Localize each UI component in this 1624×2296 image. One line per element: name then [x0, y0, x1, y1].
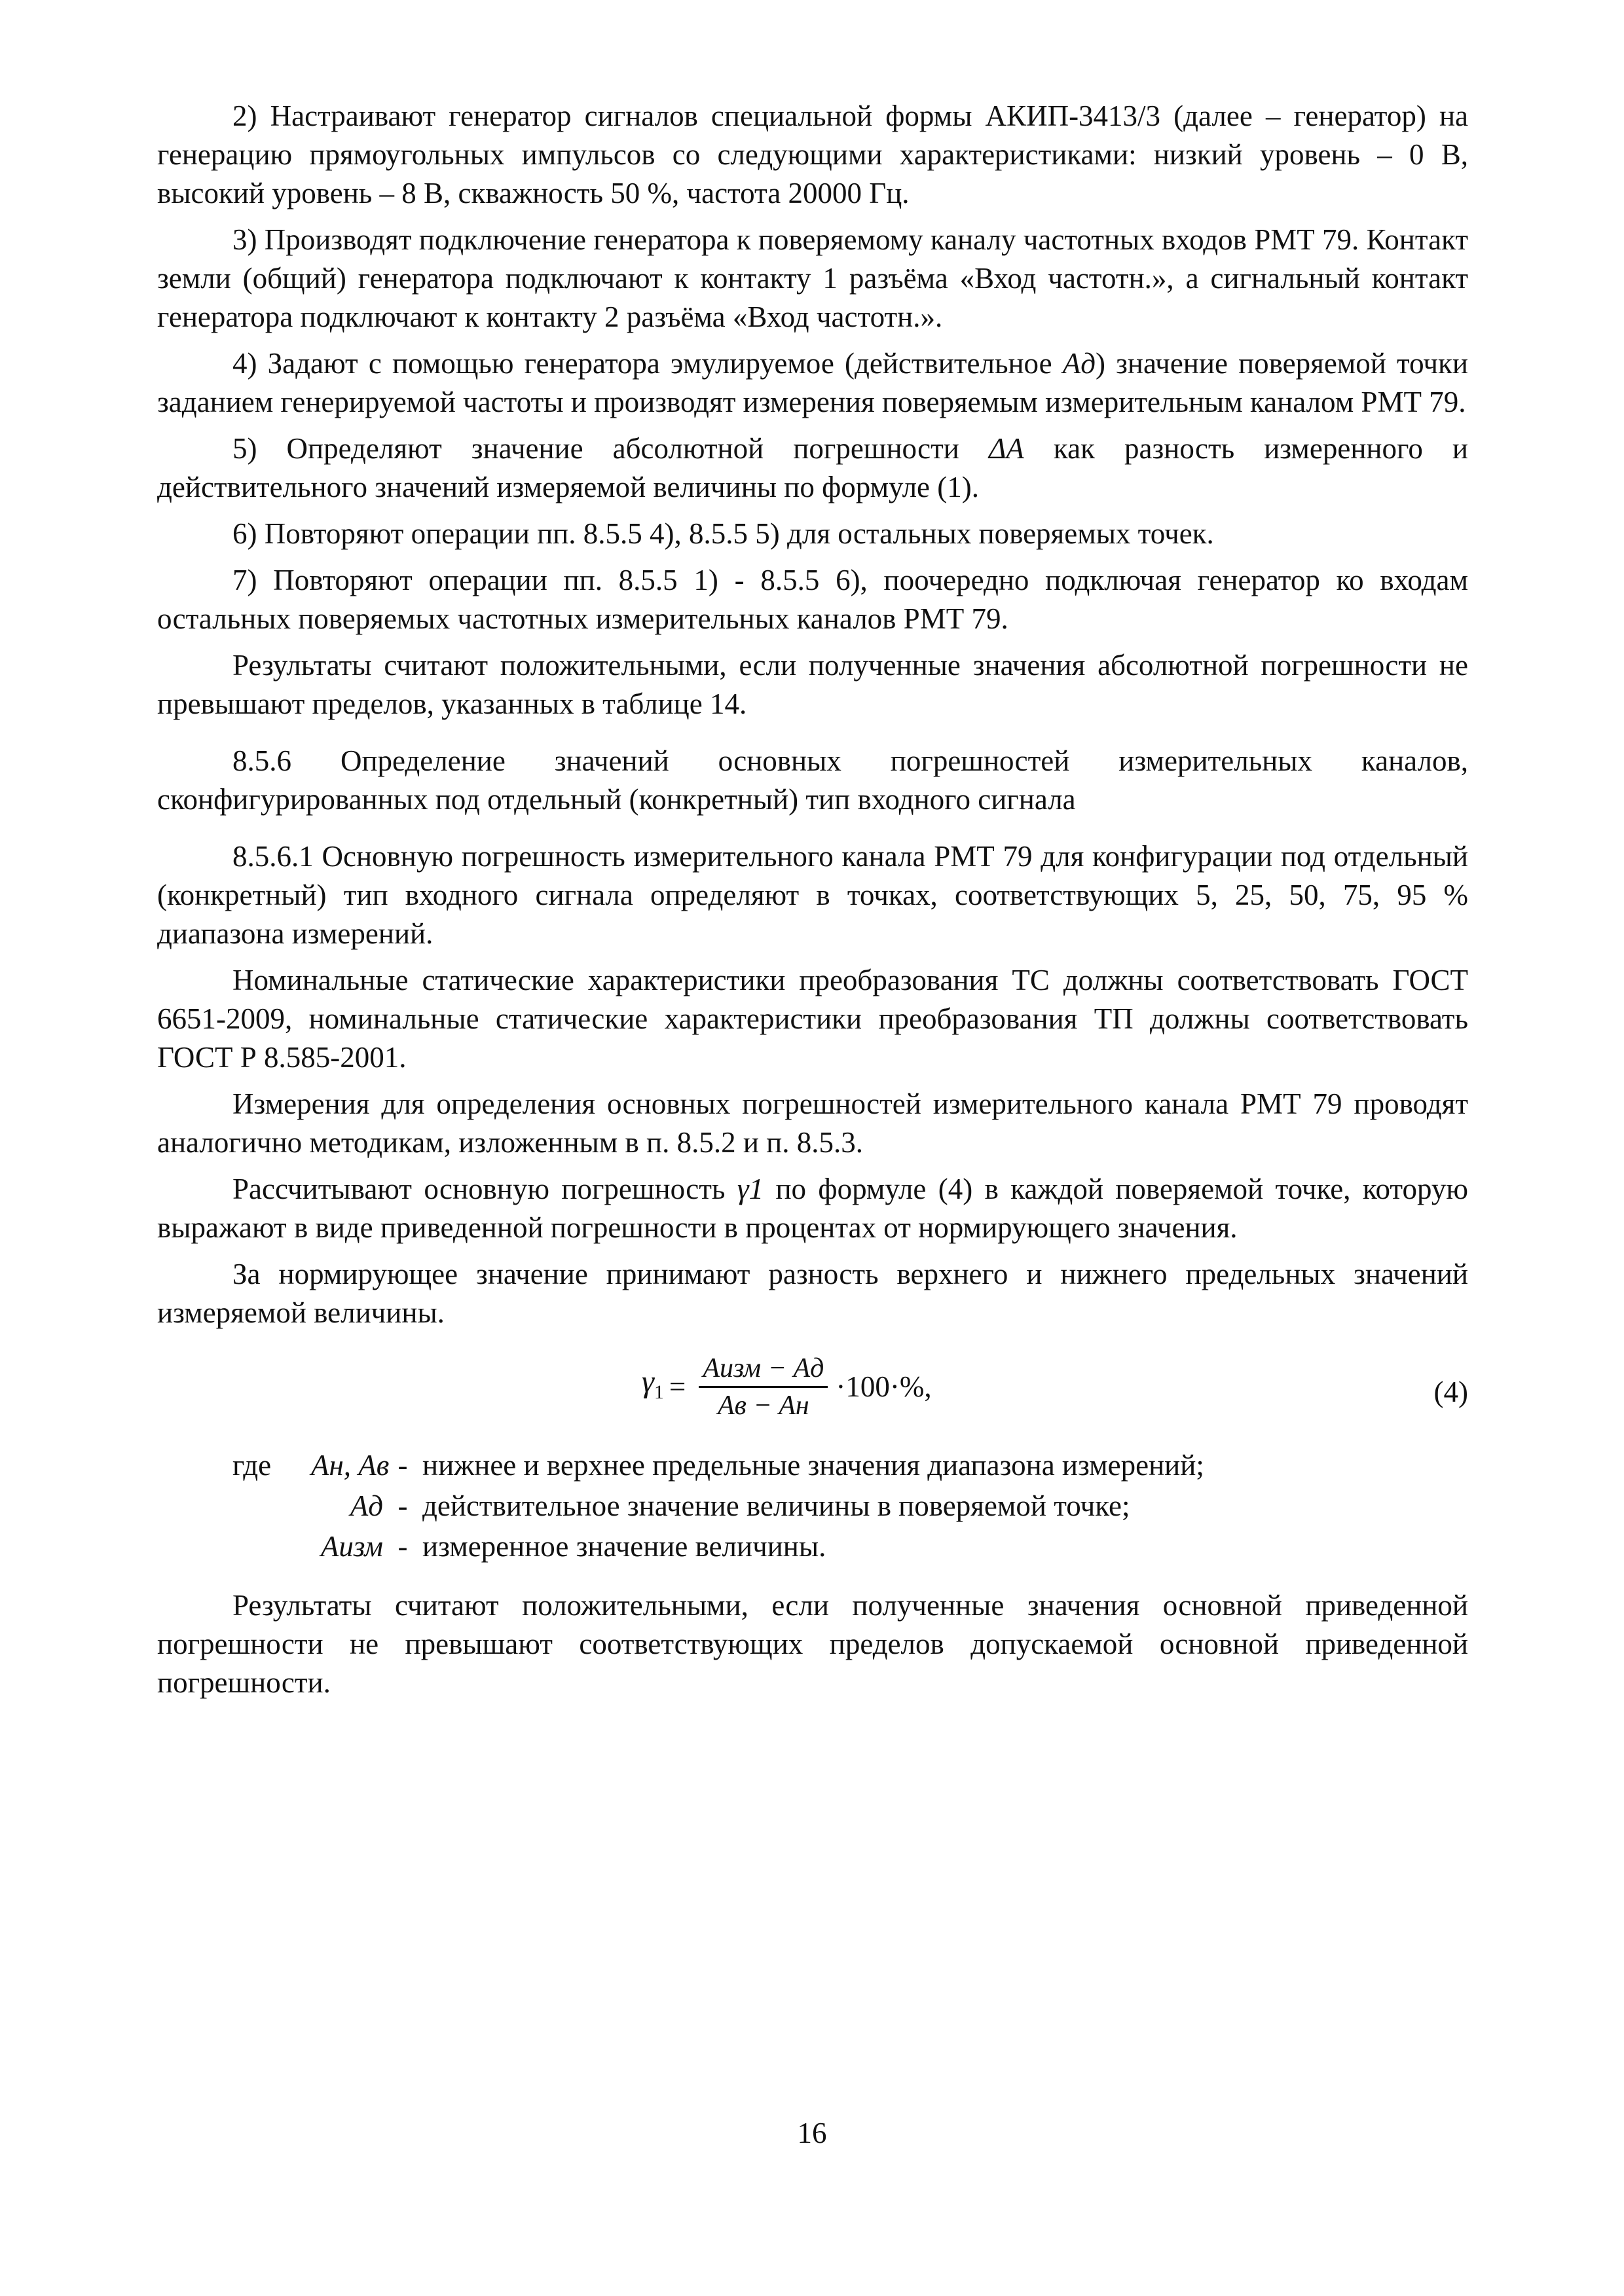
paragraph-step-4-part-b: ) значение поверяемой точки заданием генерируемой частоты и производят измерения поверяемым измерительным каналом РМТ 79.: [157, 347, 1468, 418]
paragraph-measurements: Измерения для определения основных погрешностей измерительного канала РМТ 79 проводят аналогично методикам, изложенным в п. 8.5.2 и п. 8.5.3.: [157, 1087, 1468, 1159]
paragraph-nominal-characteristics: Номинальные статические характеристики преобразования ТС должны соответствовать ГОСТ 6651-2009, номинальные статические характеристики преобразования ТП должны соответствовать ГОСТ Р 8.585-2001.: [157, 964, 1468, 1074]
formula-number: (4): [1433, 1376, 1468, 1408]
formula-expression: [642, 1351, 932, 1423]
legend-text: действительное значение величины в поверяемой точке;: [422, 1489, 1130, 1522]
paragraph-calculation: [157, 1170, 1468, 1247]
symbol-delta-a: ΔA: [988, 432, 1024, 465]
paragraph-step-7: 7) Повторяют операции пп. 8.5.5 1) - 8.5.5 6), поочередно подключая генератор ко входам остальных поверяемых частотных измерительных каналов РМТ 79.: [157, 564, 1468, 635]
legend-symbol: Aн, Aв: [311, 1449, 390, 1482]
legend-text: нижнее и верхнее предельные значения диапазона измерений;: [422, 1449, 1204, 1482]
page-content: [157, 97, 1468, 1702]
paragraph-step-5: [157, 429, 1468, 507]
paragraph-normalizing-value: За нормирующее значение принимают разность верхнего и нижнего предельных значений измеряемой величины.: [157, 1258, 1468, 1329]
formula-lhs-symbol: γ: [642, 1364, 654, 1399]
formula-fraction: [699, 1351, 828, 1423]
page-number: 16: [797, 2117, 827, 2149]
paragraph-step-5-part-a: 5) Определяют значение абсолютной погрешности: [232, 432, 989, 465]
paragraph-results-abs: Результаты считают положительными, если полученные значения абсолютной погрешности не превышают пределов, указанных в таблице 14.: [157, 649, 1468, 720]
paragraph-results-reduced: Результаты считают положительными, если полученные значения основной приведенной погрешности не превышают соответствующих пределов допускаемой основной приведенной погрешности.: [157, 1589, 1468, 1699]
formula-equals: =: [669, 1370, 686, 1403]
formula-numerator: Aизм − Aд: [703, 1353, 824, 1383]
symbol-a-actual: Aд: [1062, 347, 1096, 380]
formula-tail: ·100·%,: [836, 1370, 932, 1403]
section-heading-8-5-6: 8.5.6 Определение значений основных погрешностей измерительных каналов, сконфигурированных под отдельный (конкретный) тип входного сигнала: [157, 744, 1468, 816]
legend-symbol: Aизм: [320, 1530, 383, 1563]
legend-dash: -: [397, 1489, 408, 1522]
formula-lhs-subscript: 1: [654, 1381, 664, 1403]
paragraph-step-2: 2) Настраивают генератор сигналов специальной формы АКИП-3413/3 (далее – генератор) на генерацию прямоугольных импульсов со следующими характеристиками: низкий уровень – 0 В, высокий уровень – 8 В, скважность 50 %, частота 20000 Гц.: [157, 100, 1468, 210]
legend-text: измеренное значение величины.: [422, 1530, 826, 1563]
section-8-5-6-1: 8.5.6.1 Основную погрешность измерительного канала РМТ 79 для конфигурации под отдельный (конкретный) тип входного сигнала определяют в точках, соответствующих 5, 25, 50, 75, 95 % диапазона измерений.: [157, 840, 1468, 950]
paragraph-calculation-part-a: Рассчитывают основную погрешность: [232, 1173, 737, 1205]
paragraph-step-3: 3) Производят подключение генератора к поверяемому каналу частотных входов РМТ 79. Контакт земли (общий) генератора подключают к контакту 1 разъёма «Вход частотн.», а сигнальный контакт генератора подключают к контакту 2 разъёма «Вход частотн.».: [157, 223, 1468, 333]
paragraph-step-5-part-b: как разность измеренного и действительного значений измеряемой величины по формуле (1).: [157, 432, 1469, 503]
legend-lead-word: где: [232, 1449, 272, 1482]
legend-row: [157, 1487, 1468, 1527]
paragraph-step-6: 6) Повторяют операции пп. 8.5.5 4), 8.5.5 5) для остальных поверяемых точек.: [232, 517, 1214, 550]
formula-denominator: Aв − Aн: [717, 1391, 809, 1421]
paragraph-step-4-part-a: 4) Задают с помощью генератора эмулируемое (действительное: [232, 347, 1063, 380]
symbol-gamma-1: γ1: [737, 1173, 764, 1205]
legend-dash: -: [397, 1449, 408, 1482]
formula-legend: [157, 1446, 1468, 1568]
paragraph-calculation-part-b: по формуле (4) в каждой поверяемой точке, которую выражают в виде приведенной погрешности в процентах от нормирующего значения.: [157, 1173, 1468, 1244]
legend-symbol: Aд: [350, 1489, 383, 1522]
legend-row: [157, 1446, 1468, 1487]
formula-lhs: [642, 1362, 664, 1412]
formula-4: [157, 1344, 1468, 1442]
paragraph-step-4: [157, 344, 1468, 422]
legend-row: [157, 1527, 1468, 1568]
legend-dash: -: [397, 1530, 408, 1563]
